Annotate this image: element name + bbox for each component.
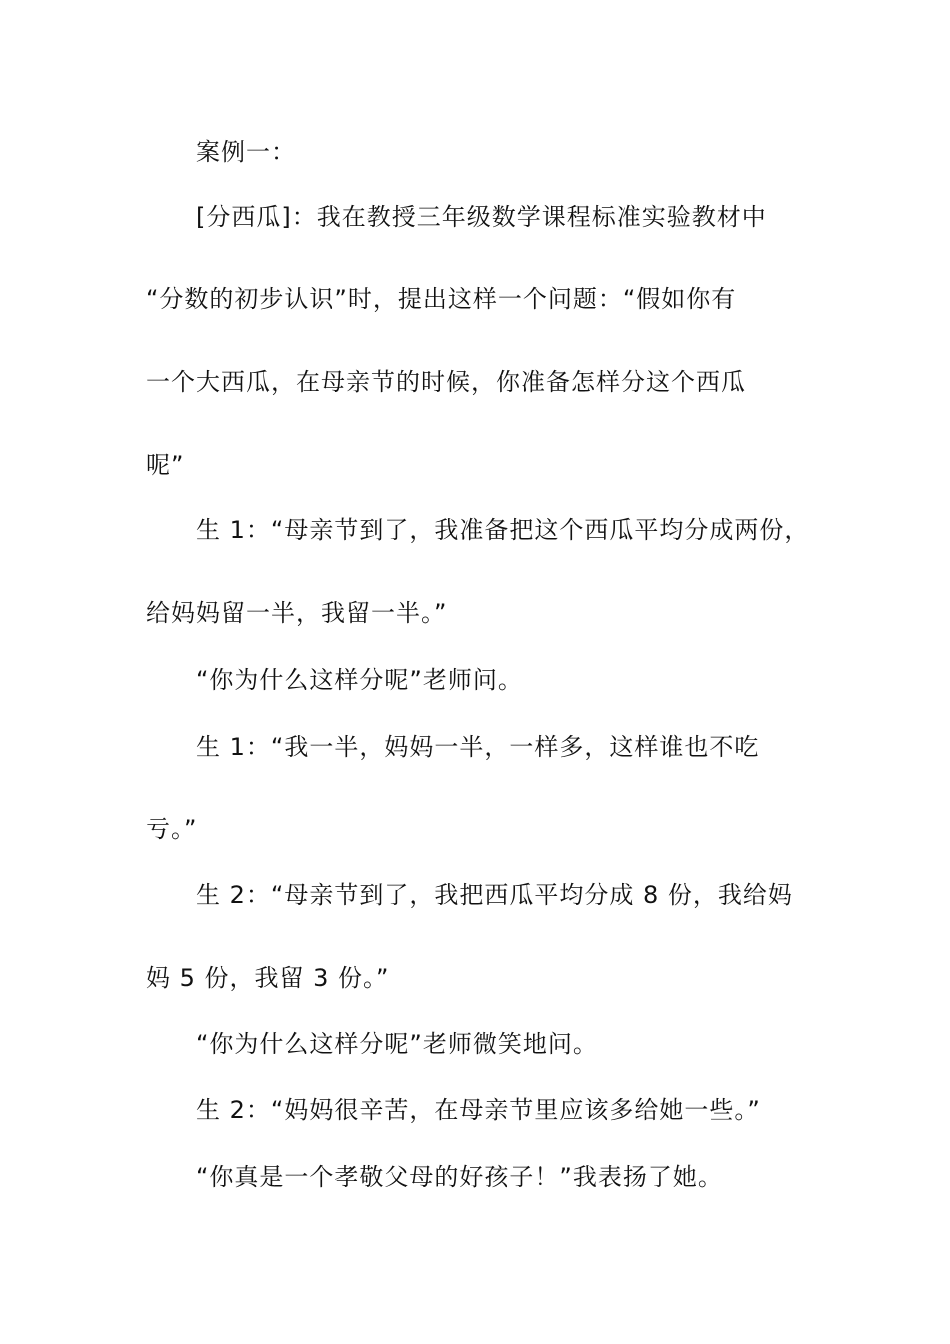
- case-heading: 案例一：: [196, 138, 296, 166]
- paragraph-line: “你真是一个孝敬父母的好孩子！”我表扬了她。: [196, 1163, 723, 1191]
- paragraph-line: “你为什么这样分呢”老师微笑地问。: [196, 1030, 598, 1058]
- paragraph-line: 生 1：“母亲节到了，我准备把这个西瓜平均分成两份，: [196, 516, 810, 544]
- paragraph-line: 给妈妈留一半，我留一半。”: [146, 599, 448, 627]
- paragraph-line: 生 2：“妈妈很辛苦，在母亲节里应该多给她一些。”: [196, 1096, 761, 1124]
- paragraph-line: “你为什么这样分呢”老师问。: [196, 666, 523, 694]
- paragraph-line: [分西瓜]：我在教授三年级数学课程标准实验教材中: [196, 203, 767, 231]
- paragraph-line: 生 1：“我一半，妈妈一半，一样多，这样谁也不吃: [196, 733, 760, 761]
- paragraph-line: 呢”: [146, 451, 185, 479]
- paragraph-line: 生 2：“母亲节到了，我把西瓜平均分成 8 份，我给妈: [196, 881, 793, 909]
- paragraph-line: 亏。”: [146, 815, 198, 843]
- paragraph-line: 妈 5 份，我留 3 份。”: [146, 964, 390, 992]
- paragraph-line: “分数的初步认识”时，提出这样一个问题：“假如你有: [146, 285, 737, 313]
- paragraph-line: 一个大西瓜，在母亲节的时候，你准备怎样分这个西瓜: [146, 368, 746, 396]
